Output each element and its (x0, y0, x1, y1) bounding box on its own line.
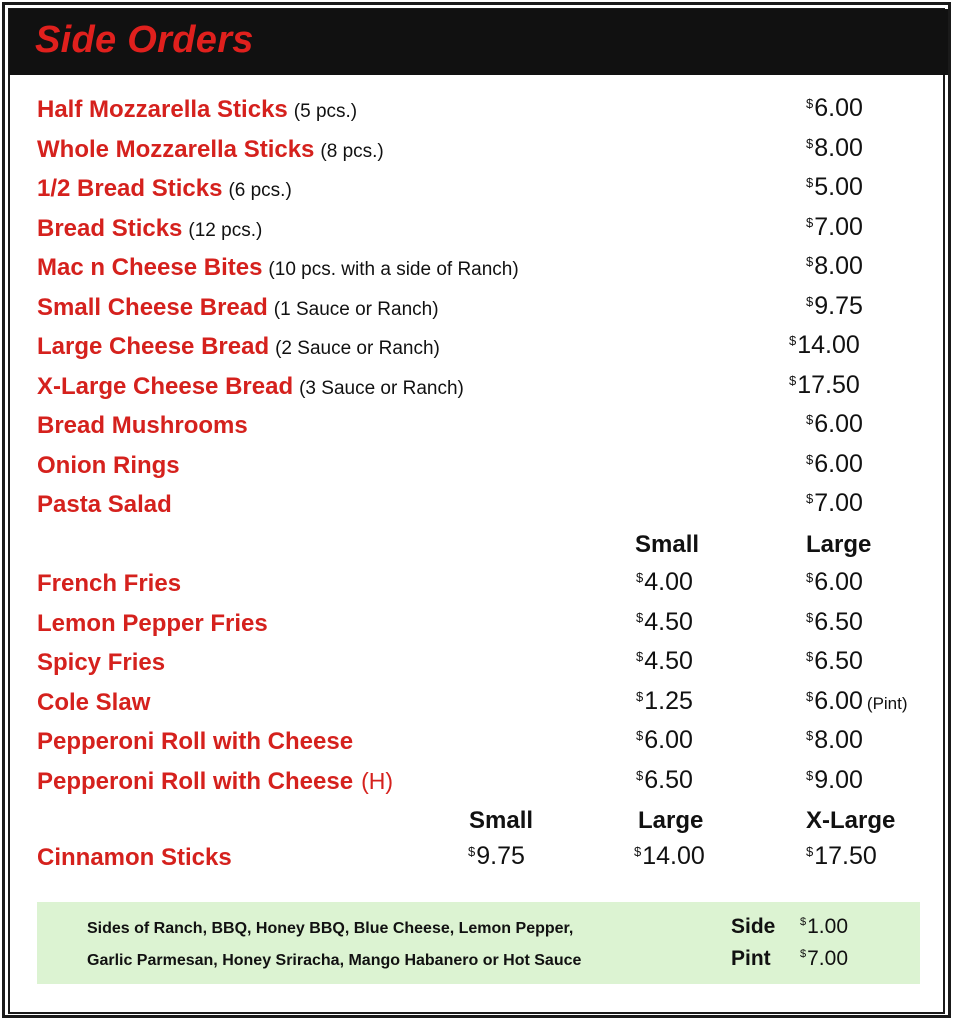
item-name: Bread Sticks (12 pcs.) (37, 215, 263, 242)
item-price-large (806, 647, 863, 676)
sauce-list-line-2: Garlic Parmesan, Honey Sriracha, Mango Habanero or Hot Sauce (87, 952, 582, 969)
currency-symbol: $ (636, 768, 644, 783)
item-price (806, 134, 863, 163)
pint-price-value: 7.00 (807, 947, 848, 970)
price-value: 7.00 (814, 213, 863, 241)
price-value: 6.00 (814, 687, 863, 715)
item-name: Cinnamon Sticks (37, 844, 232, 871)
item-name: Half Mozzarella Sticks (5 pcs.) (37, 96, 358, 123)
menu-item-row (0, 687, 957, 723)
item-name: Mac n Cheese Bites (10 pcs. with a side of Ranch) (37, 254, 519, 281)
price-value: 6.00 (814, 450, 863, 478)
item-price-large (806, 726, 863, 755)
currency-symbol: $ (806, 768, 814, 783)
item-note: (12 pcs.) (188, 220, 263, 241)
currency-symbol: $ (806, 412, 814, 427)
currency-symbol: $ (636, 728, 644, 743)
menu-item-row (0, 842, 957, 878)
price-value: 5.00 (814, 173, 863, 201)
item-price-small (636, 766, 693, 795)
menu-item-row (0, 647, 957, 683)
item-name: Spicy Fries (37, 649, 166, 676)
item-note: (8 pcs.) (320, 141, 384, 162)
menu-item-row (0, 726, 957, 762)
price-value: 7.00 (814, 489, 863, 517)
price-value: 14.00 (797, 331, 860, 359)
item-note: (10 pcs. with a side of Ranch) (268, 259, 519, 280)
price-value: 1.25 (644, 687, 693, 715)
item-name: Large Cheese Bread (2 Sauce or Ranch) (37, 333, 440, 360)
item-note: (6 pcs.) (228, 180, 292, 201)
menu-item-row (0, 331, 957, 367)
header-bar (9, 9, 948, 75)
pint-label: Pint (731, 947, 771, 970)
menu-item-row (0, 213, 957, 249)
currency-symbol: $ (806, 610, 814, 625)
item-note: (2 Sauce or Ranch) (275, 338, 440, 359)
currency-symbol: $ (634, 844, 642, 859)
menu-item-row (0, 173, 957, 209)
item-price (806, 292, 863, 321)
currency-symbol: $ (468, 844, 476, 859)
currency-symbol: $ (806, 728, 814, 743)
currency-symbol: $ (636, 610, 644, 625)
price-value: 6.50 (814, 647, 863, 675)
column-header-xlarge: X-Large (806, 807, 896, 834)
column-header-large: Large (638, 807, 704, 834)
currency-symbol: $ (636, 689, 644, 704)
item-price-large (806, 568, 863, 597)
price-value: 6.00 (814, 410, 863, 438)
column-header-small: Small (469, 807, 534, 834)
item-price-small (636, 687, 693, 716)
price-value: 4.50 (644, 608, 693, 636)
currency-symbol: $ (806, 689, 814, 704)
menu-item-row (0, 410, 957, 446)
menu-item-row (0, 450, 957, 486)
item-name: Pasta Salad (37, 491, 172, 518)
sauce-info-box (37, 902, 920, 984)
item-price-large (806, 766, 863, 795)
side-price (800, 915, 848, 939)
currency-symbol: $ (806, 215, 814, 230)
currency-symbol: $ (636, 649, 644, 664)
price-value: 9.75 (814, 292, 863, 320)
price-value: 4.00 (644, 568, 693, 596)
currency-symbol: $ (806, 452, 814, 467)
item-name: X-Large Cheese Bread (3 Sauce or Ranch) (37, 373, 464, 400)
currency-symbol: $ (806, 570, 814, 585)
menu-item-row (0, 489, 957, 525)
column-header-small: Small (635, 531, 700, 558)
item-note: (1 Sauce or Ranch) (273, 299, 439, 320)
item-price-large (634, 842, 705, 871)
sauce-list-line-1: Sides of Ranch, BBQ, Honey BBQ, Blue Cheese, Lemon Pepper, (87, 920, 574, 937)
item-price (806, 213, 863, 242)
page-title: Side Orders (35, 19, 254, 61)
item-name: Whole Mozzarella Sticks (8 pcs.) (37, 136, 384, 163)
price-value: 9.75 (476, 842, 525, 870)
price-value: 8.00 (814, 726, 863, 754)
item-name: Onion Rings (37, 452, 180, 479)
size-note: (Pint) (866, 694, 908, 713)
item-price (806, 410, 863, 439)
item-price-xlarge (806, 842, 877, 871)
price-value: 6.00 (814, 568, 863, 596)
item-price (806, 252, 863, 281)
currency-symbol: $ (806, 491, 814, 506)
price-value: 6.50 (644, 766, 693, 794)
currency-symbol: $ (789, 373, 797, 388)
menu-item-row (0, 371, 957, 407)
item-name: Pepperoni Roll with Cheese (H) (37, 768, 393, 795)
price-value: 6.00 (814, 94, 863, 122)
currency-symbol: $ (800, 916, 807, 928)
item-price (806, 94, 863, 123)
item-note: (5 pcs.) (293, 101, 358, 122)
item-price (806, 489, 863, 518)
side-label: Side (731, 915, 776, 938)
menu-item-row (0, 608, 957, 644)
currency-symbol: $ (806, 844, 814, 859)
currency-symbol: $ (806, 649, 814, 664)
item-name: Pepperoni Roll with Cheese (37, 728, 354, 755)
item-price (806, 173, 863, 202)
currency-symbol: $ (806, 254, 814, 269)
item-note: (3 Sauce or Ranch) (299, 378, 464, 399)
price-value: 17.50 (797, 371, 860, 399)
item-name: 1/2 Bread Sticks (6 pcs.) (37, 175, 292, 202)
item-price-small (468, 842, 525, 871)
item-price-small (636, 568, 693, 597)
item-price-small (636, 608, 693, 637)
item-name: Cole Slaw (37, 689, 151, 716)
menu-item-row (0, 94, 957, 130)
currency-symbol: $ (806, 175, 814, 190)
item-price-small (636, 726, 693, 755)
item-price (789, 331, 860, 360)
item-name: French Fries (37, 570, 182, 597)
price-value: 14.00 (642, 842, 705, 870)
price-value: 8.00 (814, 134, 863, 162)
menu-item-row (0, 292, 957, 328)
price-value: 9.00 (814, 766, 863, 794)
item-price-large (806, 687, 908, 716)
currency-symbol: $ (806, 96, 814, 111)
menu-item-row (0, 766, 957, 802)
currency-symbol: $ (806, 294, 814, 309)
item-suffix: (H) (361, 768, 393, 794)
pint-price (800, 947, 848, 971)
currency-symbol: $ (636, 570, 644, 585)
menu-item-row (0, 252, 957, 288)
item-price (806, 450, 863, 479)
item-price-small (636, 647, 693, 676)
price-value: 6.00 (644, 726, 693, 754)
menu-item-row (0, 134, 957, 170)
price-value: 4.50 (644, 647, 693, 675)
currency-symbol: $ (806, 136, 814, 151)
item-price (789, 371, 860, 400)
menu-item-row (0, 568, 957, 604)
item-name: Bread Mushrooms (37, 412, 248, 439)
currency-symbol: $ (800, 948, 807, 960)
item-name: Lemon Pepper Fries (37, 610, 268, 637)
price-value: 6.50 (814, 608, 863, 636)
column-header-large: Large (806, 531, 872, 558)
item-price-large (806, 608, 863, 637)
currency-symbol: $ (789, 333, 797, 348)
price-value: 17.50 (814, 842, 877, 870)
side-price-value: 1.00 (807, 915, 848, 938)
price-value: 8.00 (814, 252, 863, 280)
item-name: Small Cheese Bread (1 Sauce or Ranch) (37, 294, 439, 321)
